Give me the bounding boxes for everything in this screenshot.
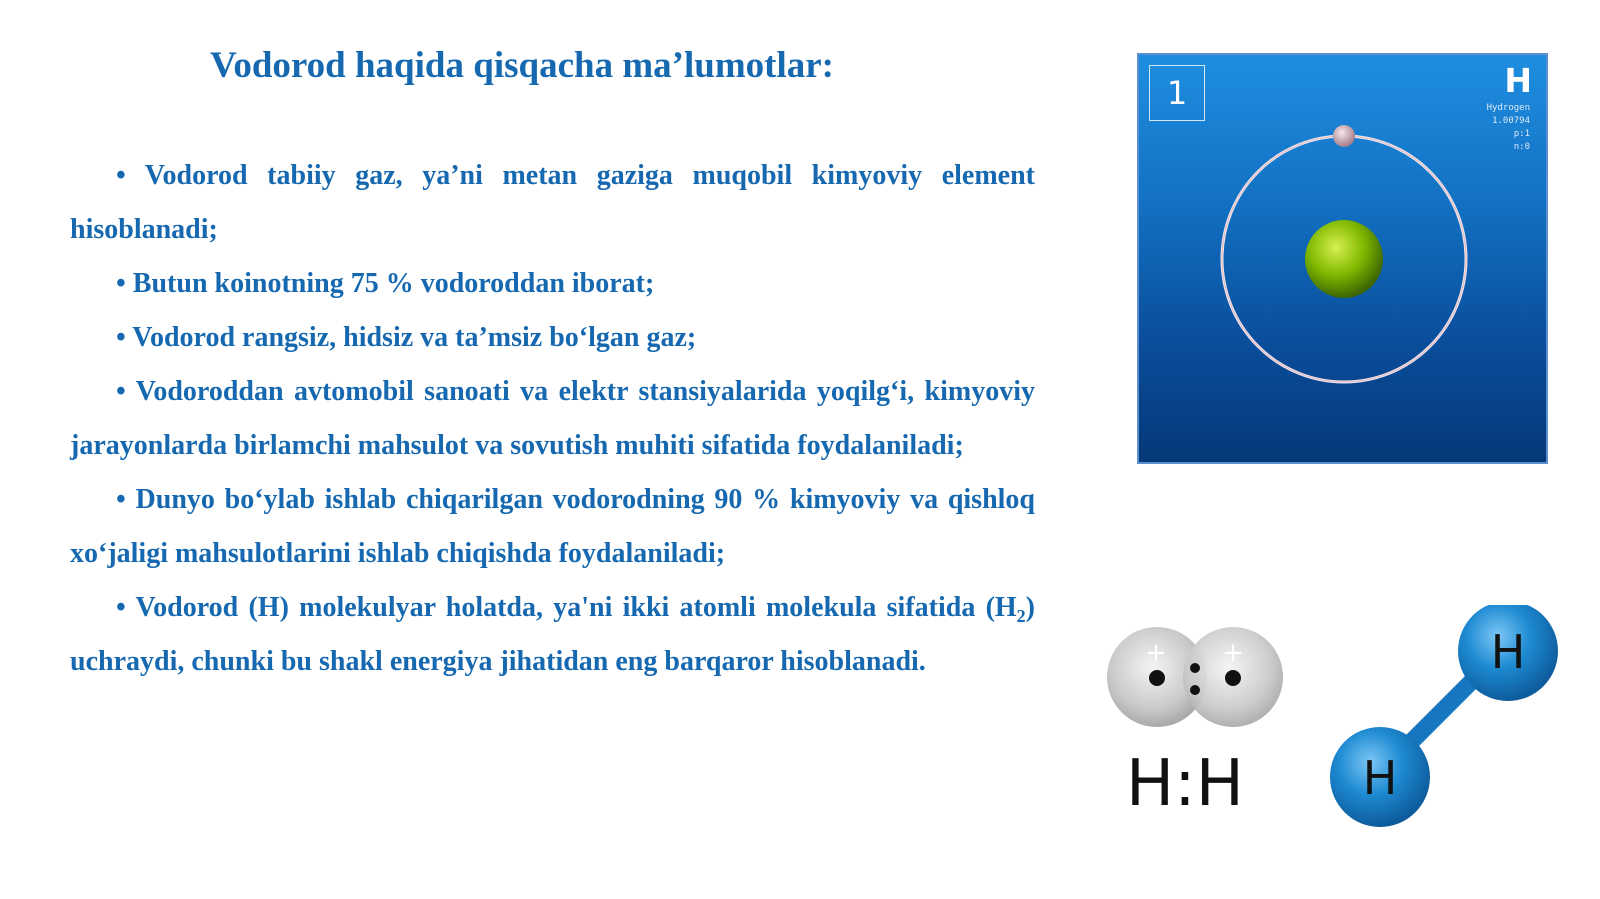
formula-atom: H	[1126, 747, 1175, 821]
atomic-number: 1	[1149, 65, 1205, 121]
atomic-mass: 1.00794	[1492, 116, 1530, 126]
nucleus	[1305, 220, 1383, 298]
plus-sign: +	[1222, 638, 1244, 668]
electron	[1333, 125, 1355, 147]
slide-title: Vodorod haqida qisqacha ma’lumotlar:	[210, 45, 834, 86]
electron-dot-diagram	[1100, 620, 1290, 740]
shared-pair-dot	[1190, 685, 1200, 695]
bullet-text: • Vodorod (H) molekulyar holatda, ya'ni ikki atomli molekula sifatida (H	[116, 592, 1017, 623]
subscript: 2	[1016, 606, 1026, 626]
hydrogen-atom-card	[1137, 53, 1548, 464]
element-name: Hydrogen	[1486, 103, 1530, 113]
element-info	[1487, 102, 1530, 154]
electron-dot	[1225, 670, 1241, 686]
formula-atom: H	[1195, 747, 1244, 821]
bullet-item: • Vodorod rangsiz, hidsiz va ta’msiz bo‘lgan gaz;	[116, 322, 697, 353]
neutron-count: n:0	[1513, 142, 1530, 152]
bullet-list	[70, 149, 1035, 689]
shared-pair-dot	[1190, 663, 1200, 673]
element-symbol: H	[1504, 61, 1532, 100]
bullet-item: • Dunyo bo‘ylab ishlab chiqarilgan vodorodning 90 % kimyoviy va qishloq xo‘jaligi mahsulotlarini ishlab chiqishda foydalaniladi;	[70, 484, 1035, 569]
atom-label-bottom: H	[1362, 751, 1398, 805]
bullet-text: ) uchraydi, chunki bu shakl energiya jihatidan eng barqaror hisoblanadi.	[70, 592, 1035, 677]
formula-bond: :	[1174, 747, 1196, 821]
proton-count: p:1	[1513, 129, 1530, 139]
atom-label-top: H	[1490, 625, 1526, 679]
bullet-item: • Vodoroddan avtomobil sanoati va elektr stansiyalarida yoqilg‘i, kimyoviy jarayonlarda birlamchi mahsulot va sovutish muhiti sifatida foydalaniladi;	[70, 376, 1035, 461]
bullet-item	[70, 581, 1035, 689]
lewis-formula	[1126, 747, 1244, 821]
bullet-item: • Vodorod tabiiy gaz, ya’ni metan gaziga muqobil kimyoviy element hisoblanadi;	[70, 160, 1035, 245]
electron-dot	[1149, 670, 1165, 686]
plus-sign: +	[1145, 638, 1167, 668]
bullet-item: • Butun koinotning 75 % vodoroddan iborat;	[116, 268, 655, 299]
